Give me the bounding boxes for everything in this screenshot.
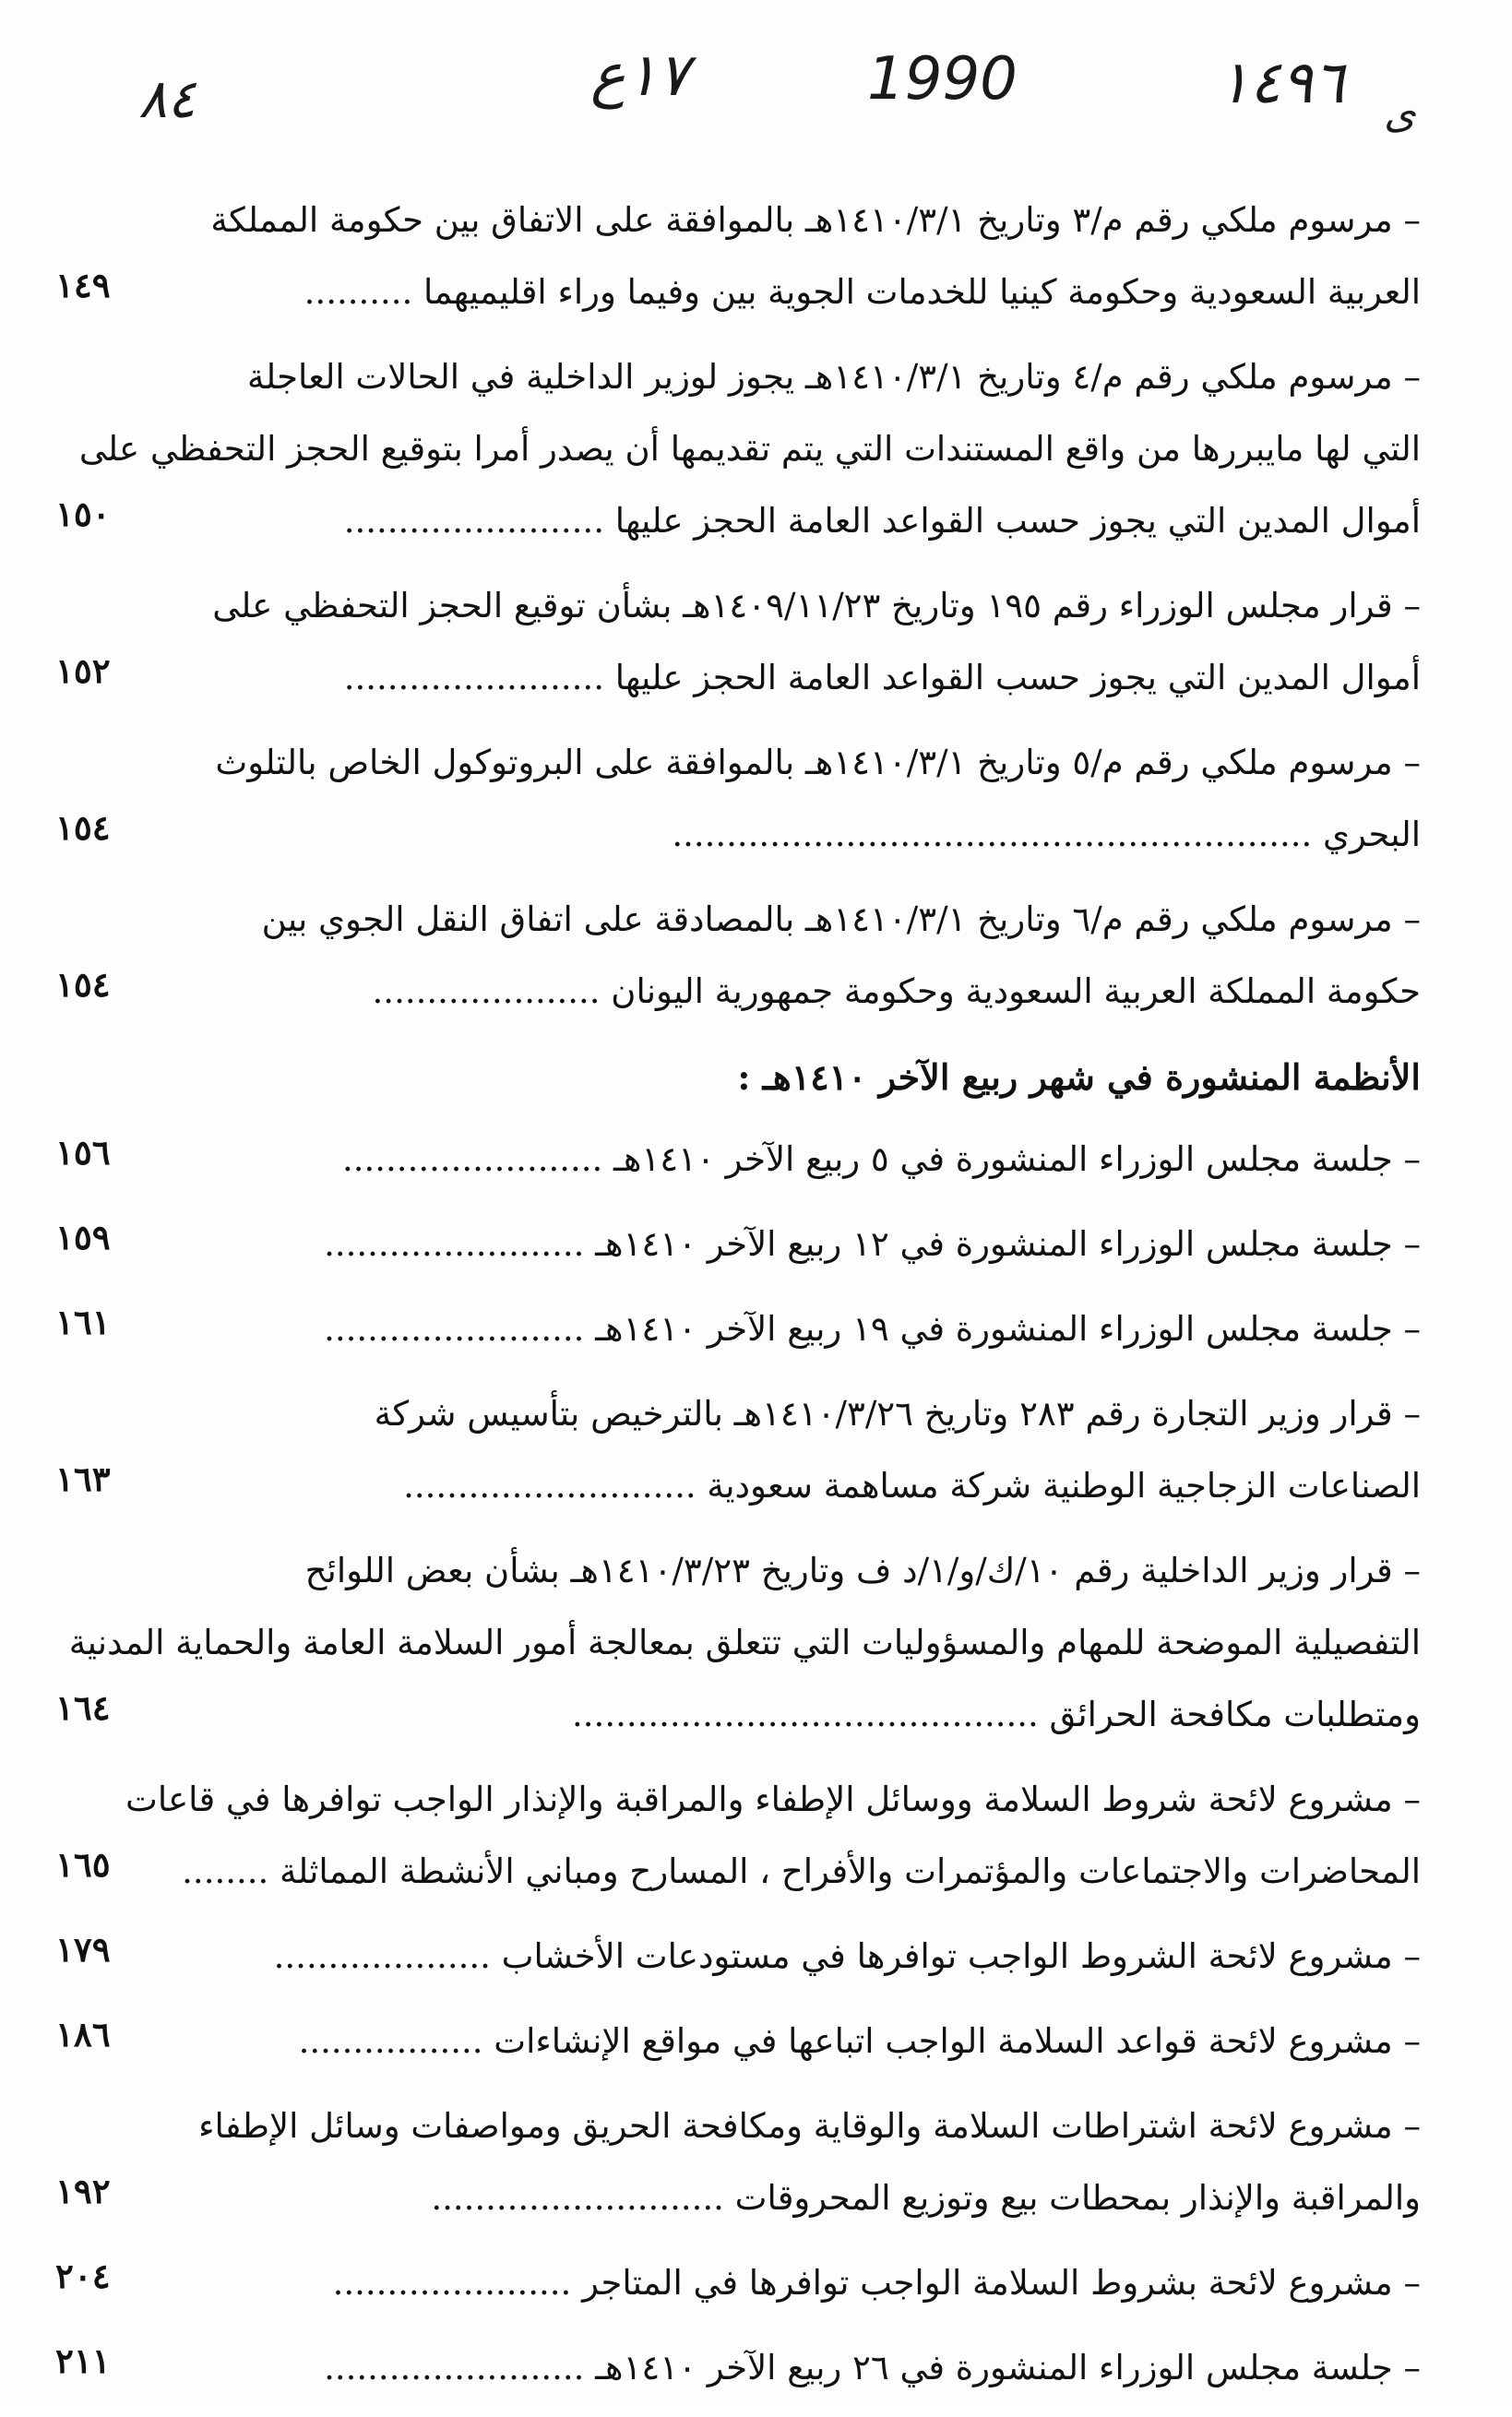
toc-entry-line: – مرسوم ملكي رقم م/٥ وتاريخ ١٤١٠/٣/١هـ بالموافقة على البروتوكول الخاص بالتلوث (215, 743, 1421, 782)
toc-entry-line: – جلسة مجلس الوزراء المنشورة في ١٩ ربيع الآخر ١٤١٠هـ ........................ (324, 1309, 1421, 1349)
toc-page-number: ١٦٤ (55, 1687, 111, 1728)
toc-entry-line: أموال المدين التي يجوز حسب القواعد العامة الحجز عليها ........................ (343, 658, 1421, 697)
section-heading: الأنظمة المنشورة في شهر ربيع الآخر ١٤١٠هـ : (737, 1056, 1421, 1098)
toc-entry (55, 884, 1421, 1028)
toc-entry-line: أموال المدين التي يجوز حسب القواعد العامة الحجز عليها ........................ (343, 501, 1421, 541)
toc-entry (55, 727, 1421, 871)
toc-page-number: ١٥٩ (55, 1217, 111, 1257)
toc-entry-line: حكومة المملكة العربية السعودية وحكومة جمهورية اليونان ..................... (372, 971, 1421, 1011)
table-of-contents (55, 185, 1421, 2417)
toc-page-number: ١٦١ (55, 1302, 111, 1342)
toc-entry (55, 185, 1421, 328)
toc-entry-line: – جلسة مجلس الوزراء المنشورة في ١٢ ربيع الآخر ١٤١٠هـ ........................ (324, 1224, 1421, 1264)
toc-entry-line: – مرسوم ملكي رقم م/٤ وتاريخ ١٤١٠/٣/١هـ يجوز لوزير الداخلية في الحالات العاجلة (247, 357, 1421, 397)
toc-entry-line: التي لها مايبررها من واقع المستندات التي يتم تقديمها أن يصدر أمرا بتوقيع الحجز التحفظي على (78, 429, 1421, 469)
toc-page-number: ١٥٤ (55, 964, 111, 1005)
toc-entry-line: والمراقبة والإنذار بمحطات بيع وتوزيع المحروقات ........................... (431, 2178, 1421, 2218)
toc-entry (55, 2006, 1421, 2078)
handwritten-note-year: 1990 (867, 45, 1018, 113)
toc-entry-line: ومتطلبات مكافحة الحرائق ........................................... (572, 1695, 1421, 1734)
toc-entry (55, 1921, 1421, 1993)
toc-entry (55, 2090, 1421, 2234)
toc-entry-line: البحري ........................................................... (672, 815, 1421, 854)
toc-entry-line: – قرار وزير التجارة رقم ٢٨٣ وتاريخ ١٤١٠/٣/٢٦هـ بالترخيص بتأسيس شركة (374, 1394, 1421, 1434)
toc-entry-line: – قرار مجلس الوزراء رقم ١٩٥ وتاريخ ١٤٠٩/١١/٢٣هـ بشأن توقيع الحجز التحفظي على (212, 586, 1421, 625)
toc-page-number: ١٥٢ (55, 650, 111, 691)
toc-entry-line: – جلسة مجلس الوزراء المنشورة في ٢٦ ربيع الآخر ١٤١٠هـ ........................ (324, 2348, 1421, 2387)
toc-page-number: ١٥٦ (55, 1132, 111, 1173)
toc-page-number: ١٦٣ (55, 1459, 111, 1499)
toc-entry (55, 2332, 1421, 2404)
toc-page-number: ١٧٩ (55, 1929, 111, 1970)
toc-entry-line: – مشروع لائحة اشتراطات السلامة والوقاية ومكافحة الحريق ومواصفات وسائل الإطفاء (198, 2106, 1421, 2146)
toc-page-number: ١٤٩ (55, 265, 111, 305)
toc-entry (55, 1208, 1421, 1280)
handwritten-note-left: ٨٤ (138, 67, 196, 130)
toc-entry-line: – جلسة مجلس الوزراء المنشورة في ٥ ربيع الآخر ١٤١٠هـ ........................ (342, 1139, 1421, 1179)
toc-page-number: ٢٠٤ (55, 2256, 111, 2296)
toc-entry (55, 1293, 1421, 1365)
toc-entry-line: – قرار وزير الداخلية رقم ١٠/ك/و/١/د ف وتاريخ ١٤١٠/٣/٢٣هـ بشأن بعض اللوائح (304, 1551, 1421, 1590)
toc-entry (55, 1378, 1421, 1522)
toc-entry (55, 1535, 1421, 1751)
toc-page-number: ٢١١ (55, 2340, 111, 2381)
toc-entry (55, 1764, 1421, 1908)
toc-entry-line: التفصيلية الموضحة للمهام والمسؤوليات التي تتعلق بمعالجة أمور السلامة العامة والحماية المدنية (68, 1623, 1421, 1662)
toc-entry-line: العربية السعودية وحكومة كينيا للخدمات الجوية بين وفيما وراء اقليميهما .......... (304, 272, 1421, 312)
toc-entry-line: – مرسوم ملكي رقم م/٣ وتاريخ ١٤١٠/٣/١هـ بالموافقة على الاتفاق بين حكومة المملكة (210, 200, 1421, 240)
toc-entry (55, 570, 1421, 714)
toc-page-number: ١٩٢ (55, 2171, 111, 2211)
toc-entry-line: – مشروع لائحة الشروط الواجب توافرها في مستودعات الأخشاب .................... (273, 1936, 1421, 1976)
handwritten-note-hijri-year: ١٤٩٦ (1218, 49, 1345, 117)
toc-entry-line: – مشروع لائحة بشروط السلامة الواجب توافرها في المتاجر ...................... (332, 2263, 1421, 2303)
toc-entry (55, 2247, 1421, 2319)
toc-entry-line: – مشروع لائحة قواعد السلامة الواجب اتباعها في مواقع الإنشاءات ................. (298, 2021, 1421, 2061)
toc-entry-line: المحاضرات والاجتماعات والمؤتمرات والأفراح ، المسارح ومباني الأنشطة المماثلة ........ (182, 1851, 1421, 1891)
toc-page-number: ١٨٦ (55, 2014, 111, 2054)
toc-page-number: ١٦٥ (55, 1844, 111, 1885)
handwritten-header (0, 37, 1512, 148)
toc-entry (55, 1124, 1421, 1196)
toc-entry (55, 341, 1421, 557)
toc-entry-line: الصناعات الزجاجية الوطنية شركة مساهمة سعودية ........................... (403, 1466, 1421, 1506)
toc-page-number: ١٥٠ (55, 494, 111, 534)
handwritten-note-volume: ١٧ع (590, 42, 689, 110)
toc-page-number: ١٥٤ (55, 807, 111, 848)
handwritten-note-letter: ى (1384, 90, 1416, 137)
toc-entry-line: – مشروع لائحة شروط السلامة ووسائل الإطفاء والمراقبة والإنذار الواجب توافرها في قاعات (125, 1780, 1421, 1819)
toc-entry-line: – مرسوم ملكي رقم م/٦ وتاريخ ١٤١٠/٣/١هـ بالمصادقة على اتفاق النقل الجوي بين (261, 899, 1421, 939)
